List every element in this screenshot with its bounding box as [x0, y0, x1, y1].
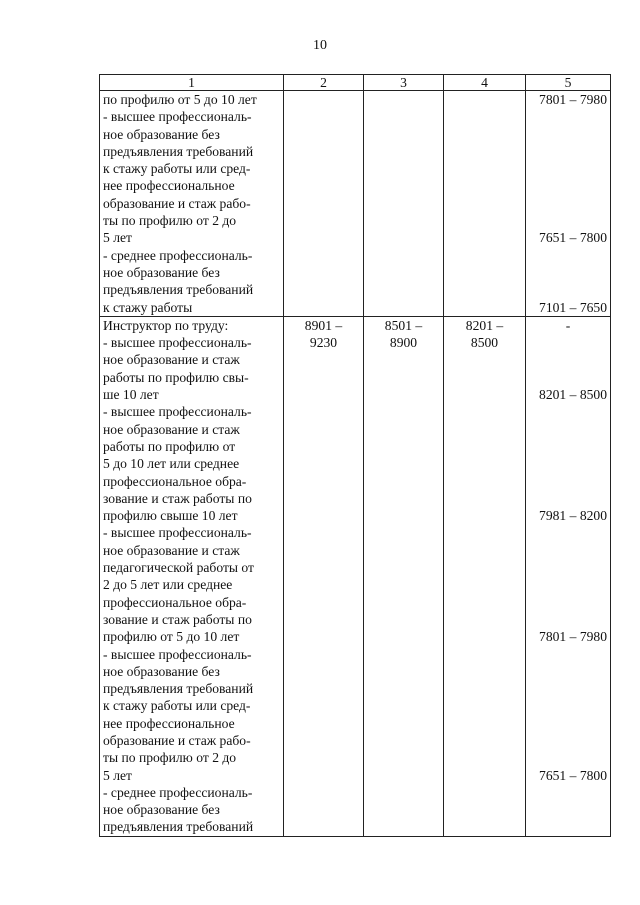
category-3-cell [364, 143, 444, 160]
salary-range-cell: 7651 – 7800 [526, 229, 611, 246]
salary-range-cell [526, 542, 611, 559]
category-3-cell [364, 126, 444, 143]
table-row [100, 542, 611, 559]
category-4-cell [444, 212, 526, 229]
category-2-cell: 8901 – [284, 316, 364, 334]
category-4-cell [444, 715, 526, 732]
salary-range-cell [526, 576, 611, 593]
category-3-cell [364, 767, 444, 784]
category-2-cell [284, 195, 364, 212]
category-4-cell [444, 473, 526, 490]
criteria-cell: 2 до 5 лет или среднее [100, 576, 284, 593]
category-3-cell [364, 455, 444, 472]
salary-range-cell [526, 715, 611, 732]
salary-table [99, 74, 611, 837]
category-3-cell: 8900 [364, 334, 444, 351]
salary-range-cell [526, 369, 611, 386]
category-4-cell [444, 767, 526, 784]
criteria-cell: - высшее профессиональ- [100, 403, 284, 420]
category-4-cell [444, 594, 526, 611]
table-row [100, 421, 611, 438]
criteria-cell: профилю от 5 до 10 лет [100, 628, 284, 645]
category-4-cell [444, 160, 526, 177]
table-row [100, 818, 611, 836]
category-2-cell [284, 212, 364, 229]
salary-range-cell [526, 247, 611, 264]
criteria-cell: предъявления требований [100, 281, 284, 298]
criteria-cell: ное образование и стаж [100, 542, 284, 559]
criteria-cell: предъявления требований [100, 143, 284, 160]
category-4-cell: 8500 [444, 334, 526, 351]
table-row [100, 715, 611, 732]
salary-range-cell [526, 403, 611, 420]
category-3-cell [364, 403, 444, 420]
category-3-cell [364, 281, 444, 298]
criteria-cell: 5 лет [100, 229, 284, 246]
table-body [100, 75, 611, 837]
criteria-cell: ное образование без [100, 801, 284, 818]
category-4-cell [444, 299, 526, 317]
category-4-cell [444, 143, 526, 160]
category-2-cell [284, 473, 364, 490]
category-2-cell [284, 524, 364, 541]
category-3-cell [364, 646, 444, 663]
salary-range-cell [526, 594, 611, 611]
category-2-cell [284, 351, 364, 368]
category-4-cell [444, 749, 526, 766]
category-3-cell [364, 576, 444, 593]
category-2-cell [284, 749, 364, 766]
category-2-cell [284, 490, 364, 507]
criteria-cell: профилю свыше 10 лет [100, 507, 284, 524]
table-row [100, 160, 611, 177]
salary-range-cell [526, 334, 611, 351]
table-row [100, 455, 611, 472]
salary-range-cell [526, 697, 611, 714]
category-4-cell: 8201 – [444, 316, 526, 334]
table-row [100, 334, 611, 351]
category-2-cell [284, 767, 364, 784]
category-4-cell [444, 697, 526, 714]
table-row [100, 316, 611, 334]
table-row [100, 212, 611, 229]
category-3-cell [364, 369, 444, 386]
category-2-cell [284, 732, 364, 749]
table-row [100, 438, 611, 455]
criteria-cell: нее профессиональное [100, 715, 284, 732]
category-3-cell [364, 784, 444, 801]
table-row [100, 369, 611, 386]
category-3-cell [364, 559, 444, 576]
table-row [100, 386, 611, 403]
category-4-cell [444, 386, 526, 403]
category-3-cell [364, 818, 444, 836]
table-row [100, 403, 611, 420]
category-4-cell [444, 351, 526, 368]
table-row [100, 697, 611, 714]
category-4-cell [444, 732, 526, 749]
salary-range-cell [526, 351, 611, 368]
category-2-cell [284, 177, 364, 194]
criteria-cell: ное образование без [100, 126, 284, 143]
salary-range-cell [526, 455, 611, 472]
category-4-cell [444, 576, 526, 593]
table-row [100, 229, 611, 246]
category-2-cell [284, 126, 364, 143]
criteria-cell: 5 лет [100, 767, 284, 784]
table-row [100, 299, 611, 317]
salary-range-cell: 8201 – 8500 [526, 386, 611, 403]
salary-range-cell [526, 126, 611, 143]
category-2-cell [284, 281, 364, 298]
category-4-cell [444, 628, 526, 645]
salary-range-cell [526, 801, 611, 818]
salary-range-cell: 7981 – 8200 [526, 507, 611, 524]
criteria-cell: - высшее профессиональ- [100, 108, 284, 125]
category-4-cell [444, 542, 526, 559]
table-row [100, 108, 611, 125]
category-3-cell: 8501 – [364, 316, 444, 334]
category-4-cell [444, 281, 526, 298]
salary-range-cell [526, 490, 611, 507]
salary-range-cell [526, 212, 611, 229]
category-2-cell [284, 160, 364, 177]
category-4-cell [444, 611, 526, 628]
criteria-cell: ное образование без [100, 264, 284, 281]
criteria-cell: - среднее профессиональ- [100, 784, 284, 801]
table-row [100, 143, 611, 160]
category-3-cell [364, 299, 444, 317]
criteria-cell: ты по профилю от 2 до [100, 749, 284, 766]
salary-range-cell [526, 663, 611, 680]
category-2-cell [284, 611, 364, 628]
category-4-cell [444, 663, 526, 680]
category-3-cell [364, 438, 444, 455]
table-row [100, 646, 611, 663]
salary-range-cell [526, 611, 611, 628]
category-3-cell [364, 229, 444, 246]
category-3-cell [364, 628, 444, 645]
criteria-cell: - высшее профессиональ- [100, 646, 284, 663]
salary-range-cell [526, 784, 611, 801]
salary-range-cell [526, 818, 611, 836]
criteria-cell: - высшее профессиональ- [100, 334, 284, 351]
category-3-cell [364, 801, 444, 818]
category-3-cell [364, 697, 444, 714]
category-2-cell [284, 143, 364, 160]
salary-range-cell: 7651 – 7800 [526, 767, 611, 784]
category-3-cell [364, 542, 444, 559]
table-row [100, 559, 611, 576]
category-3-cell [364, 351, 444, 368]
table-row [100, 611, 611, 628]
salary-range-cell [526, 732, 611, 749]
category-3-cell [364, 490, 444, 507]
criteria-cell: зование и стаж работы по [100, 490, 284, 507]
column-header-2: 2 [284, 75, 364, 91]
category-4-cell [444, 421, 526, 438]
category-2-cell [284, 542, 364, 559]
salary-range-cell [526, 680, 611, 697]
criteria-cell: работы по профилю свы- [100, 369, 284, 386]
column-header-5: 5 [526, 75, 611, 91]
category-4-cell [444, 507, 526, 524]
category-4-cell [444, 403, 526, 420]
category-2-cell [284, 559, 364, 576]
criteria-cell: ное образование и стаж [100, 351, 284, 368]
category-4-cell [444, 559, 526, 576]
category-4-cell [444, 646, 526, 663]
table-row [100, 732, 611, 749]
salary-range-cell [526, 108, 611, 125]
category-4-cell [444, 490, 526, 507]
criteria-cell: зование и стаж работы по [100, 611, 284, 628]
category-3-cell [364, 715, 444, 732]
criteria-cell: предъявления требований [100, 680, 284, 697]
category-3-cell [364, 749, 444, 766]
category-3-cell [364, 473, 444, 490]
criteria-cell: профессиональное обра- [100, 594, 284, 611]
category-2-cell [284, 369, 364, 386]
table-row [100, 767, 611, 784]
category-3-cell [364, 195, 444, 212]
table-row [100, 507, 611, 524]
criteria-cell: ты по профилю от 2 до [100, 212, 284, 229]
category-3-cell [364, 91, 444, 109]
criteria-cell: профессиональное обра- [100, 473, 284, 490]
page-number: 10 [313, 38, 327, 53]
category-2-cell [284, 680, 364, 697]
table-row [100, 784, 611, 801]
category-2-cell [284, 438, 364, 455]
criteria-cell: - высшее профессиональ- [100, 524, 284, 541]
category-4-cell [444, 524, 526, 541]
category-4-cell [444, 438, 526, 455]
category-3-cell [364, 507, 444, 524]
salary-range-cell [526, 177, 611, 194]
category-2-cell [284, 299, 364, 317]
salary-range-cell [526, 559, 611, 576]
category-3-cell [364, 247, 444, 264]
category-4-cell [444, 818, 526, 836]
category-4-cell [444, 455, 526, 472]
salary-range-cell: 7801 – 7980 [526, 91, 611, 109]
criteria-cell: образование и стаж рабо- [100, 732, 284, 749]
category-2-cell [284, 784, 364, 801]
category-2-cell [284, 628, 364, 645]
criteria-cell: Инструктор по труду: [100, 316, 284, 334]
category-2-cell [284, 801, 364, 818]
salary-range-cell [526, 524, 611, 541]
table-row [100, 576, 611, 593]
table-row [100, 663, 611, 680]
category-2-cell [284, 91, 364, 109]
category-4-cell [444, 177, 526, 194]
salary-range-cell [526, 473, 611, 490]
table-row [100, 195, 611, 212]
table-row [100, 628, 611, 645]
salary-range-cell [526, 195, 611, 212]
category-2-cell [284, 507, 364, 524]
category-3-cell [364, 594, 444, 611]
category-3-cell [364, 421, 444, 438]
category-2-cell [284, 663, 364, 680]
category-3-cell [364, 663, 444, 680]
salary-range-cell [526, 264, 611, 281]
table-row [100, 594, 611, 611]
criteria-cell: 5 до 10 лет или среднее [100, 455, 284, 472]
table-row [100, 473, 611, 490]
salary-range-cell: 7101 – 7650 [526, 299, 611, 317]
table-row [100, 281, 611, 298]
criteria-cell: ное образование и стаж [100, 421, 284, 438]
table-header-row [100, 75, 611, 91]
table-row [100, 177, 611, 194]
column-header-3: 3 [364, 75, 444, 91]
table-row [100, 351, 611, 368]
criteria-cell: работы по профилю от [100, 438, 284, 455]
category-4-cell [444, 369, 526, 386]
table-row [100, 490, 611, 507]
criteria-cell: к стажу работы или сред- [100, 697, 284, 714]
category-4-cell [444, 680, 526, 697]
category-2-cell [284, 697, 364, 714]
category-2-cell [284, 594, 364, 611]
table-row [100, 801, 611, 818]
category-2-cell [284, 386, 364, 403]
criteria-cell: к стажу работы или сред- [100, 160, 284, 177]
category-4-cell [444, 91, 526, 109]
category-2-cell [284, 646, 364, 663]
salary-range-cell [526, 281, 611, 298]
category-3-cell [364, 732, 444, 749]
criteria-cell: ное образование без [100, 663, 284, 680]
table-row [100, 264, 611, 281]
table-row [100, 680, 611, 697]
category-4-cell [444, 784, 526, 801]
category-3-cell [364, 386, 444, 403]
salary-range-cell [526, 646, 611, 663]
category-3-cell [364, 611, 444, 628]
category-3-cell [364, 108, 444, 125]
column-header-4: 4 [444, 75, 526, 91]
category-3-cell [364, 264, 444, 281]
category-2-cell [284, 455, 364, 472]
criteria-cell: - среднее профессиональ- [100, 247, 284, 264]
criteria-cell: образование и стаж рабо- [100, 195, 284, 212]
category-3-cell [364, 212, 444, 229]
criteria-cell: педагогической работы от [100, 559, 284, 576]
criteria-cell: к стажу работы [100, 299, 284, 317]
category-2-cell: 9230 [284, 334, 364, 351]
category-2-cell [284, 818, 364, 836]
criteria-cell: предъявления требований [100, 818, 284, 836]
salary-range-cell [526, 160, 611, 177]
category-3-cell [364, 524, 444, 541]
table-row [100, 126, 611, 143]
category-2-cell [284, 576, 364, 593]
criteria-cell: нее профессиональное [100, 177, 284, 194]
salary-range-cell [526, 438, 611, 455]
criteria-cell: по профилю от 5 до 10 лет [100, 91, 284, 109]
category-2-cell [284, 421, 364, 438]
category-2-cell [284, 403, 364, 420]
salary-range-cell [526, 749, 611, 766]
column-header-1: 1 [100, 75, 284, 91]
category-4-cell [444, 247, 526, 264]
table-row [100, 247, 611, 264]
category-3-cell [364, 680, 444, 697]
category-4-cell [444, 229, 526, 246]
salary-range-cell [526, 143, 611, 160]
table-row [100, 524, 611, 541]
category-4-cell [444, 801, 526, 818]
category-4-cell [444, 195, 526, 212]
category-2-cell [284, 264, 364, 281]
category-2-cell [284, 247, 364, 264]
category-4-cell [444, 108, 526, 125]
category-2-cell [284, 108, 364, 125]
salary-range-cell: - [526, 316, 611, 334]
category-2-cell [284, 715, 364, 732]
category-3-cell [364, 177, 444, 194]
category-2-cell [284, 229, 364, 246]
table-row [100, 749, 611, 766]
category-4-cell [444, 126, 526, 143]
salary-range-cell: 7801 – 7980 [526, 628, 611, 645]
category-4-cell [444, 264, 526, 281]
category-3-cell [364, 160, 444, 177]
salary-range-cell [526, 421, 611, 438]
table-row [100, 91, 611, 109]
criteria-cell: ше 10 лет [100, 386, 284, 403]
